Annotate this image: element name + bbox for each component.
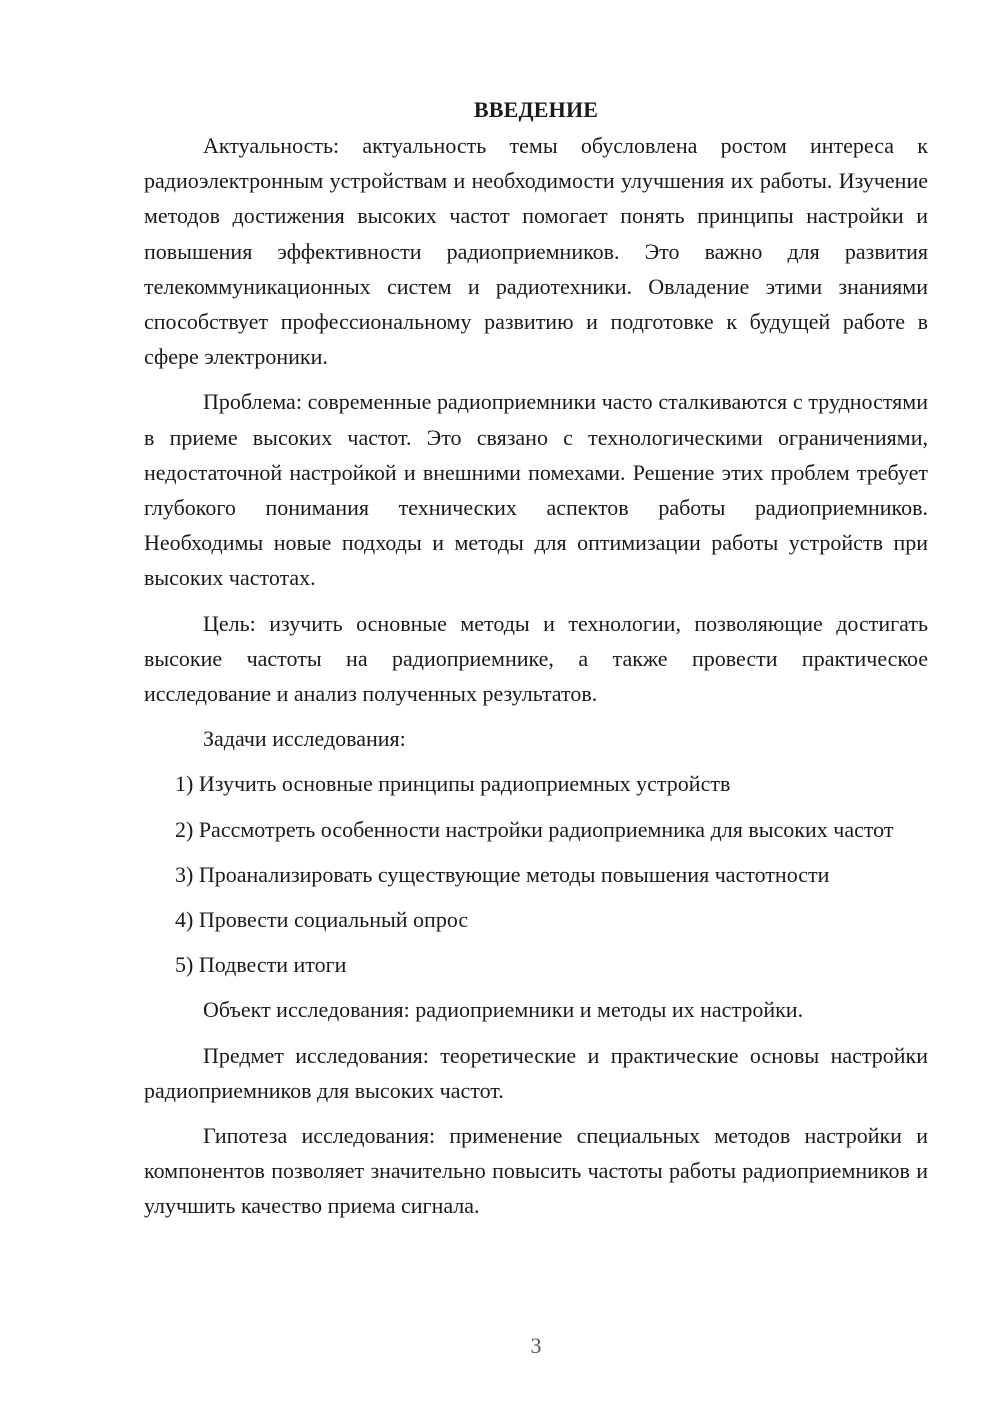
- paragraph-hypothesis: Гипотеза исследования: применение специальных методов настройки и компонентов позволяет значительно повысить частоты работы радиоприемников и улучшить качество приема сигнала.: [144, 1123, 928, 1219]
- paragraph-goal: Цель: изучить основные методы и технологии, позволяющие достигать высокие частоты на радиоприемнике, а также провести практическое исследование и анализ полученных результатов.: [144, 610, 928, 707]
- task-item-5: 5) Подвести итоги: [175, 952, 347, 978]
- paragraph-relevance: Актуальность: актуальность темы обусловлена ростом интереса к радиоэлектронным устройствам и необходимости улучшения их работы. Изучение методов достижения высоких частот помогает понять принципы настройки и повышения эффективности радиоприемников. Это важно для развития телекоммуникационных систем и радиотехники. Овладение этими знаниями способствует профессиональному развитию и подготовке к будущей работе в сфере электроники.: [144, 133, 928, 370]
- task-item-4: 4) Провести социальный опрос: [175, 907, 469, 933]
- section-heading: ВВЕДЕНИЕ: [473, 97, 599, 122]
- task-item-3: 3) Проанализировать существующие методы повышения частотности: [175, 861, 830, 887]
- task-item-1: 1) Изучить основные принципы радиоприемных устройств: [175, 771, 731, 797]
- paragraph-tasks-heading: Задачи исследования:: [203, 726, 406, 752]
- document-page: [144, 92, 928, 1234]
- paragraph-subject: Предмет исследования: теоретические и практические основы настройки радиоприемников для высоких частот.: [144, 1042, 928, 1103]
- page-number: 3: [530, 1333, 542, 1358]
- task-item-2: 2) Рассмотреть особенности настройки радиоприемника для высоких частот: [175, 816, 894, 842]
- paragraph-object: Объект исследования: радиоприемники и методы их настройки.: [203, 997, 804, 1023]
- paragraph-problem: Проблема: современные радиоприемники часто сталкиваются с трудностями в приеме высоких частот. Это связано с технологическими ограничениями, недостаточной настройкой и внешними помехами. Решение этих проблем требует глубокого понимания технических аспектов работы радиоприемников. Необходимы новые подходы и методы для оптимизации работы устройств при высоких частотах.: [144, 389, 928, 591]
